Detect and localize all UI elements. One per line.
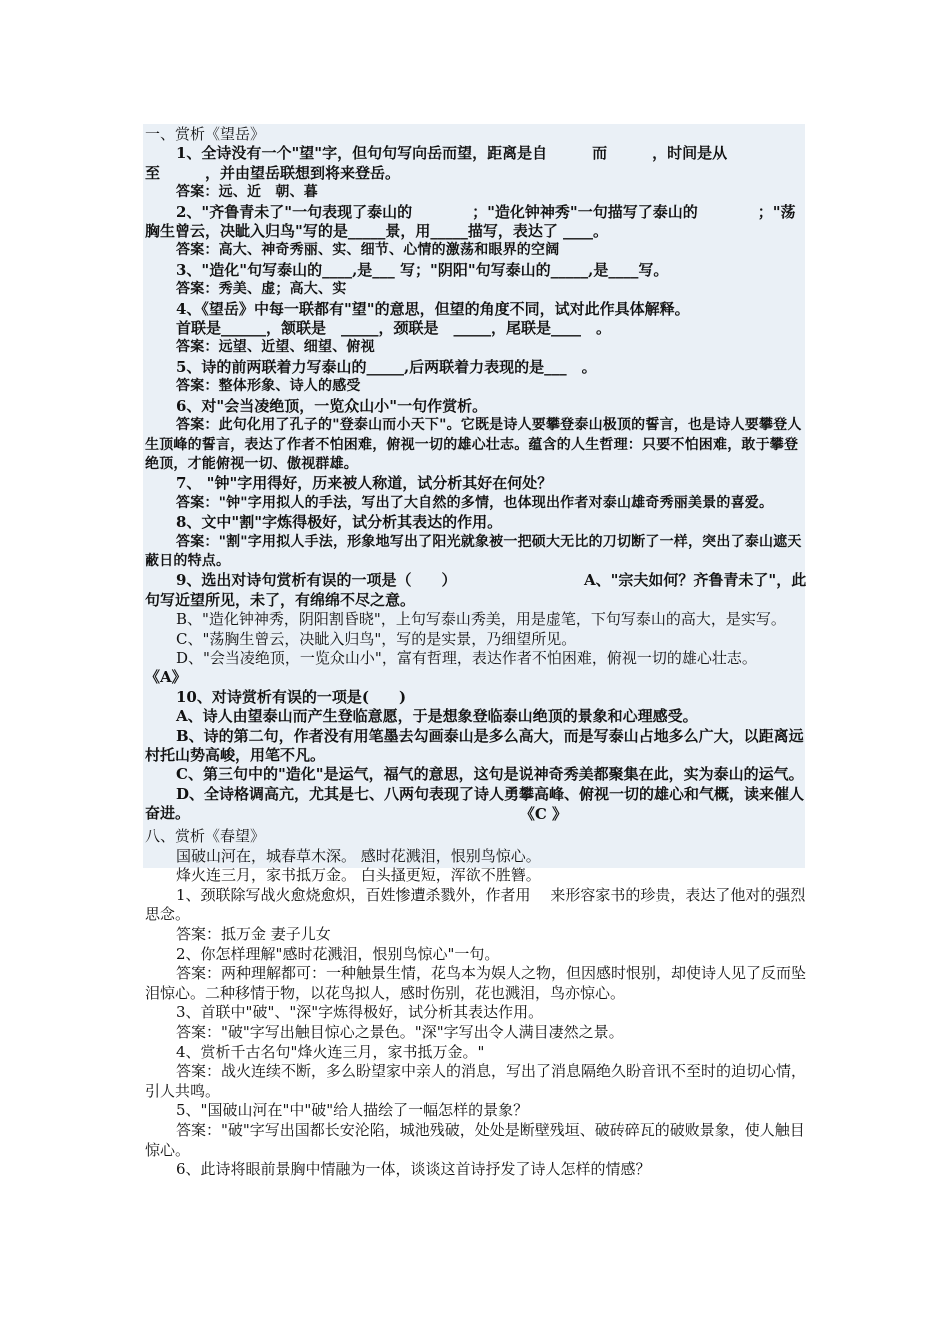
answer: 答案："破"字写出国都长安沦陷，城池残破，处处是断壁残垣、破砖碎瓦的破败景象，使人触目惊心。 [145, 1120, 805, 1159]
question: 2、你怎样理解"感时花溅泪，恨别鸟惊心"一句。 [176, 944, 500, 963]
question: 2、"齐鲁青未了"一句表现了泰山的 ；"造化钟神秀"一句描写了泰山的 ；"荡胸生曾云，决眦入归鸟"写的是_____景，用_____描写，表达了 ____。 [145, 202, 796, 241]
answer: 答案：抵万金 妻子儿女 [176, 925, 331, 943]
question: 9、选出对诗句赏析有误的一项是（ ） A、"宗夫如何？齐鲁青未了"，此句写近望所见，未了，有绵绵不尽之意。 [145, 571, 807, 609]
answer: 答案：远望、近望、细望、俯视 [176, 339, 375, 356]
section-title: 八、赏析《春望》 [145, 827, 266, 846]
option-d: D、全诗格调高亢，尤其是七、八两句表现了诗人勇攀高峰、俯视一切的雄心和气概，读来催人奋进。 [145, 784, 805, 823]
question: 1、颈联除写战火愈烧愈炽，百姓惨遭杀戮外，作者用 来形容家书的珍贵，表达了他对的强烈思念。 [145, 885, 806, 924]
poem-line: 国破山河在，城春草木深。 感时花溅泪，恨别鸟惊心。 [176, 846, 541, 865]
answer-key: 《C 》 [519, 804, 567, 823]
question: 1、全诗没有一个"望"字，但句句写向岳而望，距离是自 而 ，时间是从 至 ，并由望岳联想到将来登岳。 [145, 144, 773, 182]
question: 6、此诗将眼前景胸中情融为一体，谈谈这首诗抒发了诗人怎样的情感？ [176, 1160, 651, 1179]
question: 4、赏析千古名句"烽火连三月，家书抵万金。" [176, 1042, 485, 1061]
answer: 答案：战火连续不断，多么盼望家中亲人的消息，写出了消息隔绝久盼音讯不至时的迫切心情，引人共鸣。 [145, 1062, 807, 1100]
option-b: B、"造化钟神秀，阴阳割昏晓"，上句写泰山秀美，用是虚笔，下句写泰山的高大，是实写。 [176, 610, 786, 629]
answer: 答案：秀美、虚；高大、实 [176, 281, 347, 298]
question: 3、首联中"破"、"深"字炼得极好，试分析其表达作用。 [176, 1003, 544, 1022]
question: 8、文中"割"字炼得极好，试分析其表达的作用。 [176, 513, 503, 532]
poem-line: 烽火连三月，家书抵万金。 白头搔更短，浑欲不胜簪。 [176, 866, 541, 885]
option-d: D、"会当凌绝顶，一览众山小"，富有哲理，表达作者不怕困难，俯视一切的雄心壮志。 [176, 648, 757, 667]
document-content [145, 125, 807, 1180]
answer-key: 《A》 [145, 668, 187, 687]
section-chunwang [145, 827, 807, 1180]
question: 4、《望岳》中每一联都有"望"的意思，但望的角度不同，试对此作具体解释。 [176, 299, 690, 318]
question-blanks: 首联是______，颔联是 _____，颈联是 _____，尾联是____ 。 [176, 319, 612, 338]
answer: 答案："破"字写出触目惊心之景色。"深"字写出令人满目凄然之景。 [176, 1022, 624, 1041]
option-c: C、第三句中的"造化"是运气，福气的意思，这句是说神奇秀美都聚集在此，实为泰山的运气。 [176, 765, 804, 784]
option-c: C、"荡胸生曾云，决眦入归鸟"，写的是实景，乃细望所见。 [176, 629, 577, 648]
answer: 答案：两种理解都可：一种触景生情，花鸟本为娱人之物，但因感时恨别，却使诗人见了反而坠泪惊心。二种移情于物，以花鸟拟人，感时伤别，花也溅泪，鸟亦惊心。 [145, 964, 807, 1002]
question: 6、对"会当凌绝顶，一览众山小"一句作赏析。 [176, 396, 488, 415]
question: 5、诗的前两联着力写泰山的_____,后两联着力表现的是___ 。 [176, 357, 597, 376]
answer: 答案：此句化用了孔子的"登泰山而小天下"。它既是诗人要攀登泰山极顶的誓言，也是诗人要攀登人生顶峰的誓言，表达了作者不怕困难，俯视一切的雄心壮志。蕴含的人生哲理：只要不怕困难，敢于攀登绝顶，才能俯视一切、傲视群雄。 [145, 417, 802, 472]
answer: 答案：高大、神奇秀丽、实、细节、心情的激荡和眼界的空阔 [176, 242, 560, 259]
question: 3、"造化"句写泰山的____,是___ 写；"阴阳"句写泰山的_____,是____写。 [176, 260, 669, 279]
option-b: B、诗的第二句，作者没有用笔墨去勾画泰山是多么高大，而是写泰山占地多么广大，以距离远村托山势高峻，用笔不凡。 [145, 726, 804, 764]
answer: 答案："割"字用拟人手法，形象地写出了阳光就象被一把硕大无比的刀切断了一样，突出了泰山遮天蔽日的特点。 [145, 533, 802, 569]
section-title: 一、赏析《望岳》 [145, 125, 266, 143]
question: 5、"国破山河在"中"破"给人描绘了一幅怎样的景象？ [176, 1101, 529, 1120]
answer: 答案：整体形象、诗人的感受 [176, 378, 361, 395]
answer: 答案：远、近 朝、暮 [176, 184, 318, 201]
answer: 答案："钟"字用拟人的手法，写出了大自然的多情，也体现出作者对泰山雄奇秀丽美景的喜爱。 [176, 494, 774, 511]
question: 7、 "钟"字用得好，历来被人称道，试分析其好在何处？ [176, 474, 553, 493]
option-a: A、诗人由望泰山而产生登临意愿，于是想象登临泰山绝顶的景象和心理感受。 [176, 707, 698, 726]
question: 10、对诗赏析有误的一项是( ) [176, 687, 407, 706]
